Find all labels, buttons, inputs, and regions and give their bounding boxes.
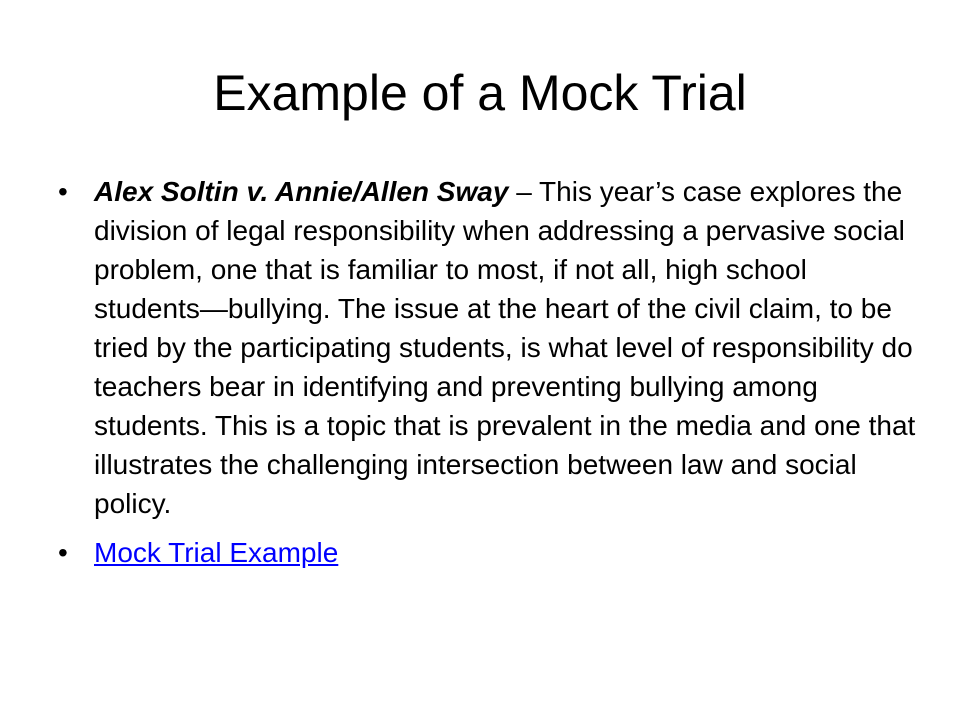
bullet-item-case-description: [56, 172, 918, 523]
mock-trial-example-link[interactable]: Mock Trial Example: [94, 537, 339, 568]
bullet-list: [56, 172, 918, 582]
case-name: Alex Soltin v. Annie/Allen Sway: [94, 176, 509, 207]
bullet-icon: •: [58, 176, 68, 207]
slide-title: Example of a Mock Trial: [213, 65, 747, 121]
bullet-item-link: [56, 533, 918, 572]
bullet-icon: •: [58, 537, 68, 568]
case-description: – This year’s case explores the division of legal responsibility when addressing a pervasive social problem, one that is familiar to most, if not all, high school students—bullying. The issue at the heart of the civil claim, to be tried by the participating students, is what level of responsibility do teachers bear in identifying and preventing bullying among students. This is a topic that is prevalent in the media and one that illustrates the challenging intersection between law and social policy.: [94, 176, 916, 519]
